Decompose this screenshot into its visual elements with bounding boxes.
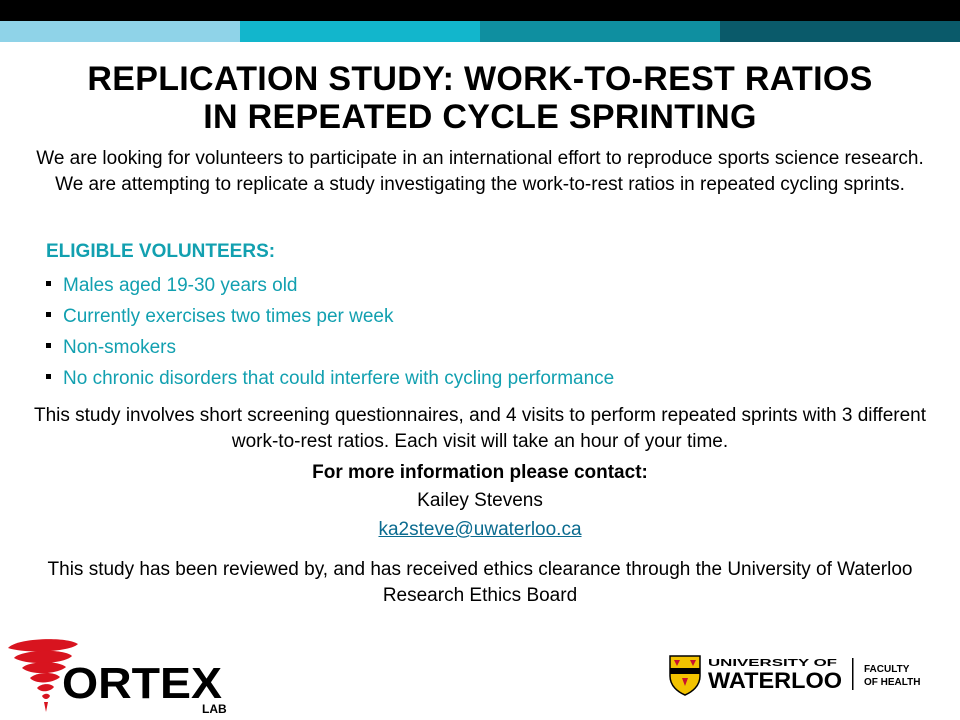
uw-top-text: UNIVERSITY OF — [708, 657, 838, 669]
contact-email-link[interactable]: ka2steve@uwaterloo.ca — [378, 519, 582, 540]
list-item — [46, 363, 614, 394]
list-item-text: Males aged 19-30 years old — [63, 275, 298, 296]
waterloo-logo — [666, 652, 936, 696]
bullet-icon — [46, 312, 51, 317]
list-item — [46, 270, 614, 301]
list-item-text: No chronic disorders that could interfere with cycling performance — [63, 368, 615, 389]
page-title — [20, 60, 940, 136]
waterloo-shield-icon — [670, 656, 700, 695]
title-line-1: REPLICATION STUDY: WORK-TO-REST RATIOS — [87, 60, 873, 98]
eligibility-heading: ELIGIBLE VOLUNTEERS: — [46, 241, 276, 262]
stripe-2 — [240, 21, 480, 42]
color-stripe-bar — [0, 21, 960, 42]
logo-divider — [852, 658, 854, 690]
list-item-text: Currently exercises two times per week — [63, 306, 394, 327]
list-item — [46, 301, 614, 332]
vortex-wordmark: ORTEX — [62, 659, 222, 708]
vortex-lab-logo — [6, 636, 236, 716]
list-item-text: Non-smokers — [63, 337, 176, 358]
title-line-2: IN REPEATED CYCLE SPRINTING — [203, 98, 757, 136]
study-details-paragraph: This study involves short screening questionnaires, and 4 visits to perform repeated sprints with 3 different work-to-rest ratios. Each visit will take an hour of your time. — [33, 405, 927, 452]
intro-paragraph: We are looking for volunteers to participate in an international effort to reproduce sports science research. We are attempting to replicate a study investigating the work-to-rest ratios in repeated cycling sprints. — [36, 148, 924, 195]
faculty-line-2: OF HEALTH — [864, 677, 921, 688]
contact-heading: For more information please contact: — [312, 462, 648, 483]
faculty-line-1: FACULTY — [864, 664, 910, 675]
stripe-3 — [480, 21, 720, 42]
bullet-icon — [46, 343, 51, 348]
eligibility-list — [46, 270, 614, 394]
bullet-icon — [46, 281, 51, 286]
stripe-4 — [720, 21, 960, 42]
top-black-bar — [0, 0, 960, 21]
bullet-icon — [46, 374, 51, 379]
vortex-lab-label: LAB — [202, 702, 227, 716]
stripe-1 — [0, 21, 240, 42]
list-item — [46, 332, 614, 363]
contact-name: Kailey Stevens — [417, 490, 543, 511]
ethics-statement: This study has been reviewed by, and has received ethics clearance through the University of Waterloo Research Ethics Board — [47, 559, 913, 606]
uw-main-text: WATERLOO — [708, 668, 842, 693]
